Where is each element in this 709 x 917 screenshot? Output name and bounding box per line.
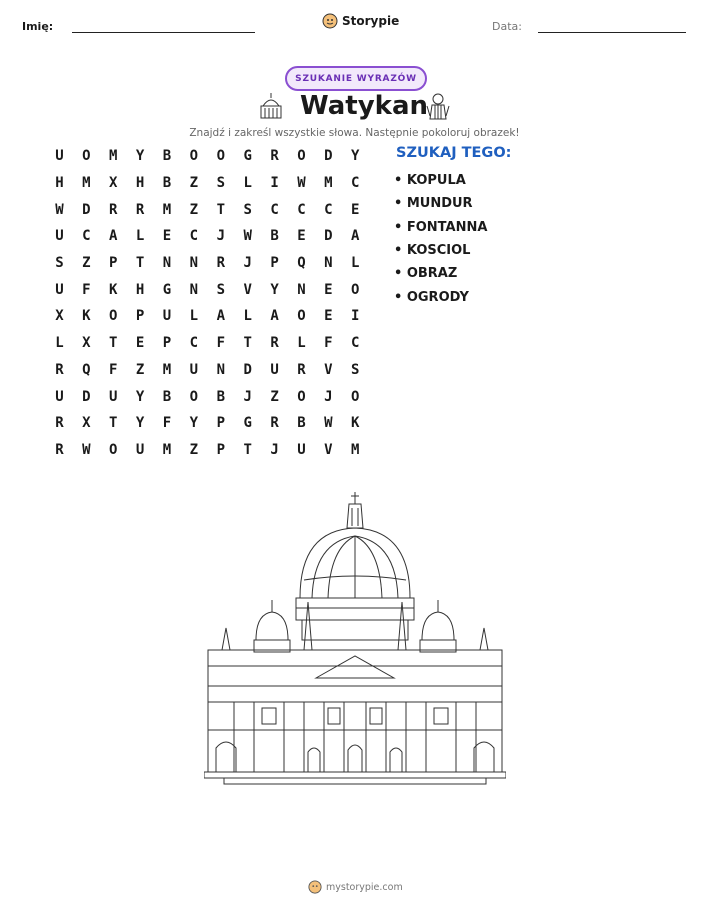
grid-cell[interactable]: R [270,415,279,432]
grid-cell[interactable]: R [135,201,145,218]
grid-cell[interactable]: O [351,388,360,405]
storypie-logo-icon [322,13,338,29]
grid-cell[interactable]: B [162,388,172,405]
grid-cell[interactable]: O [109,308,118,325]
grid-cell[interactable]: F [82,281,91,298]
grid-cell[interactable]: I [351,308,360,325]
grid-cell[interactable]: P [216,441,225,458]
grid-cell[interactable]: Y [351,148,360,165]
grid-cell[interactable]: H [135,281,145,298]
grid-cell[interactable]: F [324,335,333,352]
word-item: • MUNDUR [394,196,473,212]
grid-cell[interactable]: G [162,281,172,298]
grid-cell[interactable]: D [324,228,333,245]
grid-cell[interactable]: O [189,388,199,405]
grid-cell[interactable]: C [297,201,306,218]
grid-cell[interactable]: M [324,175,333,192]
grid-cell[interactable]: Z [189,175,199,192]
grid-cell[interactable]: R [55,415,64,432]
grid-cell[interactable]: W [243,228,252,245]
grid-cell[interactable]: N [324,255,333,272]
grid-cell[interactable]: Y [135,148,145,165]
grid-cell[interactable]: C [324,201,333,218]
grid-cell[interactable]: P [162,335,172,352]
grid-cell[interactable]: J [270,441,279,458]
grid-cell[interactable]: M [351,441,360,458]
grid-cell[interactable]: R [270,148,279,165]
grid-cell[interactable]: Z [82,255,91,272]
grid-cell[interactable]: Y [135,415,145,432]
grid-cell[interactable]: L [243,308,252,325]
grid-cell[interactable]: T [109,415,118,432]
grid-cell[interactable]: C [189,335,199,352]
grid-cell[interactable]: R [55,441,64,458]
grid-cell[interactable]: U [270,361,279,378]
grid-cell[interactable]: J [216,228,225,245]
grid-cell[interactable]: H [135,175,145,192]
grid-cell[interactable]: A [270,308,279,325]
grid-cell[interactable]: Z [135,361,145,378]
grid-cell[interactable]: A [109,228,118,245]
name-label: Imię: [22,20,54,33]
grid-cell[interactable]: U [55,281,64,298]
grid-cell[interactable]: B [162,148,172,165]
grid-cell[interactable]: A [351,228,360,245]
grid-cell[interactable]: T [135,255,145,272]
grid-cell[interactable]: N [297,281,306,298]
grid-cell[interactable]: D [243,361,252,378]
grid-cell[interactable]: V [324,361,333,378]
grid-cell[interactable]: J [324,388,333,405]
grid-cell[interactable]: I [270,175,279,192]
grid-cell[interactable]: R [270,335,279,352]
grid-cell[interactable]: H [55,175,64,192]
grid-cell[interactable]: F [162,415,172,432]
grid-cell[interactable]: W [297,175,306,192]
grid-cell[interactable]: W [55,201,64,218]
grid-cell[interactable]: A [216,308,225,325]
grid-cell[interactable]: D [82,201,91,218]
grid-cell[interactable]: S [243,201,252,218]
grid-cell[interactable]: Y [270,281,279,298]
grid-cell[interactable]: T [243,441,252,458]
grid-cell[interactable]: O [189,148,199,165]
grid-cell[interactable]: E [135,335,145,352]
word-item: • FONTANNA [394,219,488,235]
grid-cell[interactable]: J [243,255,252,272]
grid-cell[interactable]: L [189,308,199,325]
name-line[interactable] [72,32,255,33]
grid-cell[interactable]: Z [189,441,199,458]
grid-cell[interactable]: C [351,335,360,352]
grid-cell[interactable]: M [162,441,172,458]
grid-cell[interactable]: U [109,388,118,405]
grid-cell[interactable]: M [162,361,172,378]
grid-cell[interactable]: E [324,308,333,325]
brand-logo [322,13,399,29]
grid-cell[interactable]: N [162,255,172,272]
grid-cell[interactable]: O [109,441,118,458]
grid-cell[interactable]: D [324,148,333,165]
grid-cell[interactable]: O [297,148,306,165]
date-label: Data: [492,20,522,33]
grid-cell[interactable]: M [162,201,172,218]
grid-cell[interactable]: K [109,281,118,298]
grid-cell[interactable]: L [55,335,64,352]
grid-cell[interactable]: P [270,255,279,272]
grid-cell[interactable]: L [135,228,145,245]
footer-url: mystorypie.com [326,881,403,893]
grid-cell[interactable]: U [55,388,64,405]
grid-cell[interactable]: X [55,308,64,325]
brand-name: Storypie [342,14,400,28]
grid-cell[interactable]: S [351,361,360,378]
grid-cell[interactable]: S [55,255,64,272]
grid-cell[interactable]: P [135,308,145,325]
grid-cell[interactable]: X [82,415,91,432]
grid-cell[interactable]: O [216,148,225,165]
grid-cell[interactable]: U [162,308,172,325]
grid-cell[interactable]: C [82,228,91,245]
grid-cell[interactable]: Z [189,201,199,218]
grid-cell[interactable]: M [82,175,91,192]
grid-cell[interactable]: K [82,308,91,325]
grid-cell[interactable]: O [82,148,91,165]
page-title: Watykan [300,91,429,121]
grid-cell[interactable]: U [55,228,64,245]
word-item: • KOSCIOL [394,243,471,259]
grid-cell[interactable]: E [297,228,306,245]
grid-cell[interactable]: B [270,228,279,245]
grid-cell[interactable]: L [297,335,306,352]
grid-cell[interactable]: C [189,228,199,245]
grid-cell[interactable]: U [297,441,306,458]
grid-cell[interactable]: G [243,415,252,432]
grid-cell[interactable]: E [324,281,333,298]
grid-cell[interactable]: W [324,415,333,432]
word-item: • OGRODY [394,289,469,305]
grid-cell[interactable]: U [135,441,145,458]
date-line[interactable] [538,32,686,33]
grid-cell[interactable]: F [216,335,225,352]
grid-cell[interactable]: P [216,415,225,432]
grid-cell[interactable]: D [82,388,91,405]
footer [308,880,403,894]
grid-cell[interactable]: V [324,441,333,458]
grid-cell[interactable]: N [189,281,199,298]
grid-cell[interactable]: T [109,335,118,352]
grid-cell[interactable]: E [351,201,360,218]
word-item: • KOPULA [394,173,466,189]
grid-cell[interactable]: M [109,148,118,165]
grid-cell[interactable]: N [189,255,199,272]
grid-cell[interactable]: V [243,281,252,298]
guard-icon [424,92,452,120]
storypie-logo-icon [308,880,322,894]
grid-cell[interactable]: G [243,148,252,165]
word-search-grid [46,143,369,463]
puzzle-type-badge: SZUKANIE WYRAZÓW [285,66,427,91]
grid-cell[interactable]: X [109,175,118,192]
grid-cell[interactable]: T [243,335,252,352]
basilica-illustration [204,490,506,788]
grid-cell[interactable]: R [216,255,225,272]
grid-cell[interactable]: R [55,361,64,378]
grid-cell[interactable]: O [297,308,306,325]
word-list-title: SZUKAJ TEGO: [396,145,512,161]
grid-cell[interactable]: L [243,175,252,192]
grid-cell[interactable]: F [109,361,118,378]
grid-cell[interactable]: P [109,255,118,272]
grid-cell[interactable]: J [243,388,252,405]
grid-cell[interactable]: O [351,281,360,298]
grid-cell[interactable]: Q [82,361,91,378]
grid-cell[interactable]: X [82,335,91,352]
word-list [394,169,487,309]
grid-cell[interactable]: B [162,175,172,192]
grid-cell[interactable]: E [162,228,172,245]
grid-cell[interactable]: R [109,201,118,218]
grid-cell[interactable]: B [297,415,306,432]
grid-cell[interactable]: S [216,175,225,192]
grid-cell[interactable]: B [216,388,225,405]
grid-cell[interactable]: U [189,361,199,378]
grid-cell[interactable]: W [82,441,91,458]
grid-cell[interactable]: N [216,361,225,378]
word-item: • OBRAZ [394,266,458,282]
grid-cell[interactable]: S [216,281,225,298]
grid-cell[interactable]: L [351,255,360,272]
grid-cell[interactable]: U [55,148,64,165]
grid-cell[interactable]: Z [270,388,279,405]
grid-cell[interactable]: R [297,361,306,378]
grid-cell[interactable]: C [351,175,360,192]
grid-cell[interactable]: Y [135,388,145,405]
grid-cell[interactable]: C [270,201,279,218]
grid-cell[interactable]: Q [297,255,306,272]
instructions: Znajdź i zakreśl wszystkie słowa. Następnie pokoloruj obrazek! [189,127,520,139]
grid-cell[interactable]: T [216,201,225,218]
basilica-icon [258,92,284,120]
grid-cell[interactable]: K [351,415,360,432]
grid-cell[interactable]: Y [189,415,199,432]
grid-cell[interactable]: O [297,388,306,405]
